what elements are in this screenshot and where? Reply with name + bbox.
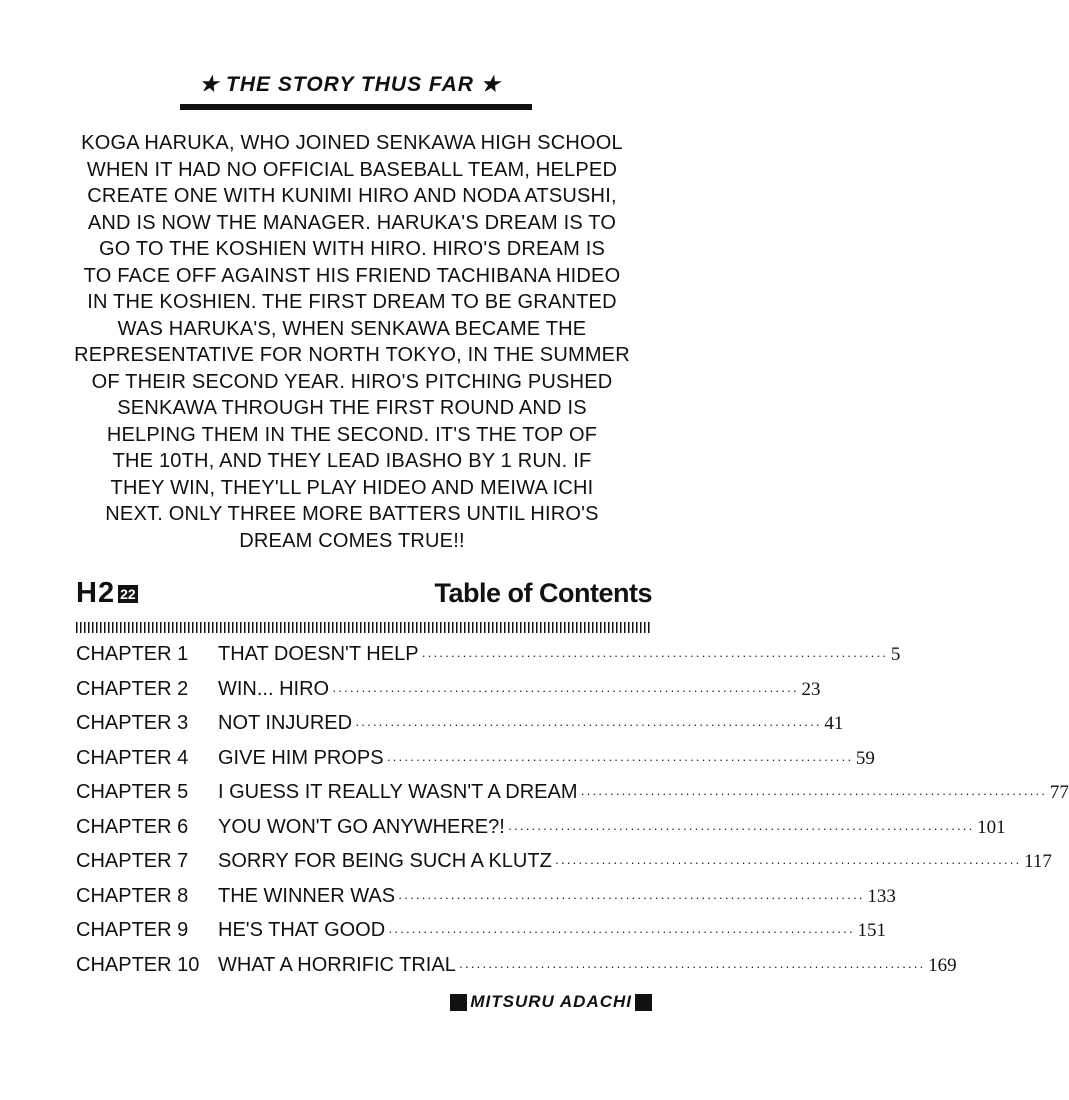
toc-entry	[76, 746, 875, 782]
toc-page-number: 23	[801, 678, 821, 700]
toc-chapter-title: SORRY FOR BEING SUCH A KLUTZ	[218, 850, 552, 872]
toc-page-number: 77	[1049, 782, 1069, 803]
volume-number-badge: 22	[120, 586, 136, 602]
toc-chapter-title: THE WINNER WAS	[218, 884, 396, 907]
toc-chapter-label: CHAPTER 3	[76, 712, 189, 734]
volume-code: H2	[76, 577, 116, 609]
toc-chapter-label: CHAPTER 1	[76, 643, 189, 665]
toc-chapter-title: WHAT A HORRIFIC TRIAL	[218, 953, 456, 976]
story-line: TO FACE OFF AGAINST HIS FRIEND TACHIBANA HIDEO	[83, 264, 621, 287]
author-credit	[450, 992, 652, 1012]
square-icon	[450, 994, 467, 1011]
toc-chapter-title: NOT INJURED	[218, 712, 353, 734]
story-line: WAS HARUKA'S, WHEN SENKAWA BECAME THE	[117, 317, 587, 340]
story-line: KOGA HARUKA, WHO JOINED SENKAWA HIGH SCHOOL	[81, 132, 623, 154]
toc-page-number: 59	[855, 747, 875, 769]
story-line: SENKAWA THROUGH THE FIRST ROUND AND IS	[117, 397, 587, 419]
toc-entry	[76, 643, 901, 678]
toc-page-number: 169	[928, 954, 957, 976]
toc-chapter-title: GIVE HIM PROPS	[218, 746, 384, 769]
toc-title-row	[76, 576, 652, 610]
toc-page-number: 117	[1024, 851, 1052, 872]
story-line: GO TO THE KOSHIEN WITH HIRO. HIRO'S DREAM IS	[98, 238, 605, 260]
toc-leader-dots: ················································································	[332, 682, 799, 698]
toc-entry	[76, 781, 1069, 816]
story-line: CREATE ONE WITH KUNIMI HIRO AND NODA ATSUSHI,	[87, 185, 617, 207]
toc-page-number: 41	[824, 713, 844, 734]
toc-leader-dots: ················································································	[580, 786, 1047, 801]
toc-leader-dots: ················································································	[421, 648, 888, 663]
toc-chapter-title: THAT DOESN'T HELP	[218, 643, 419, 665]
toc-leader-dots: ················································································	[355, 717, 822, 732]
story-line: DREAM COMES TRUE!!	[239, 529, 465, 552]
story-header-rule	[180, 104, 532, 110]
toc-entry	[76, 850, 1052, 885]
story-line: THE 10TH, AND THEY LEAD IBASHO BY 1 RUN. IF	[112, 450, 592, 472]
story-line: THEY WIN, THEY'LL PLAY HIDEO AND MEIWA ICHI	[110, 476, 594, 499]
story-header: ★ THE STORY THUS FAR ★	[199, 73, 501, 96]
toc-chapter-title: I GUESS IT REALLY WASN'T A DREAM	[218, 781, 578, 803]
toc-entry	[76, 953, 957, 989]
toc-page-number: 151	[857, 920, 887, 941]
toc-entry	[76, 677, 821, 713]
story-summary	[48, 130, 656, 554]
toc-leader-dots: ················································································	[398, 889, 865, 905]
story-line: OF THEIR SECOND YEAR. HIRO'S PITCHING PUSHED	[91, 370, 613, 393]
toc-chapter-label: CHAPTER 10	[76, 953, 200, 976]
toc-chapter-title: HE'S THAT GOOD	[218, 919, 386, 941]
volume-logo	[76, 576, 138, 610]
toc-page-number: 133	[867, 885, 896, 907]
toc-leader-dots: ················································································	[507, 820, 975, 836]
toc-chapter-title: WIN... HIRO	[218, 677, 330, 700]
author-name: MITSURU ADACHI	[470, 992, 632, 1011]
toc-chapter-label: CHAPTER 4	[76, 746, 189, 769]
square-icon	[635, 994, 652, 1011]
toc-chapter-label: CHAPTER 9	[76, 919, 189, 941]
toc-page-number: 101	[977, 816, 1006, 838]
toc-list	[76, 643, 1069, 988]
toc-chapter-label: CHAPTER 7	[76, 850, 189, 872]
toc-chapter-label: CHAPTER 5	[76, 781, 189, 803]
toc-chapter-label: CHAPTER 2	[76, 677, 189, 700]
story-line: NEXT. ONLY THREE MORE BATTERS UNTIL HIRO'S	[105, 503, 599, 525]
toc-leader-dots: ················································································	[554, 855, 1022, 870]
toc-chapter-label: CHAPTER 8	[76, 884, 189, 907]
toc-entry	[76, 815, 1006, 851]
barcode-divider	[76, 622, 652, 633]
story-line: WHEN IT HAD NO OFFICIAL BASEBALL TEAM, HELPED	[86, 158, 618, 181]
toc-entry	[76, 884, 896, 920]
story-line: AND IS NOW THE MANAGER. HARUKA'S DREAM IS TO	[87, 211, 617, 234]
story-line: HELPING THEM IN THE SECOND. IT'S THE TOP OF	[106, 423, 598, 446]
toc-entry	[76, 919, 887, 954]
toc-title: Table of Contents	[434, 578, 652, 608]
toc-leader-dots: ················································································	[386, 751, 853, 767]
toc-page-number: 5	[890, 644, 901, 665]
toc-chapter-title: YOU WON'T GO ANYWHERE?!	[218, 815, 505, 838]
story-line: REPRESENTATIVE FOR NORTH TOKYO, IN THE SUMMER	[74, 344, 630, 366]
toc-entry	[76, 712, 844, 747]
toc-chapter-label: CHAPTER 6	[76, 815, 189, 838]
story-line: IN THE KOSHIEN. THE FIRST DREAM TO BE GRANTED	[87, 291, 617, 313]
toc-leader-dots: ················································································	[388, 924, 855, 939]
toc-leader-dots: ················································································	[458, 958, 926, 974]
